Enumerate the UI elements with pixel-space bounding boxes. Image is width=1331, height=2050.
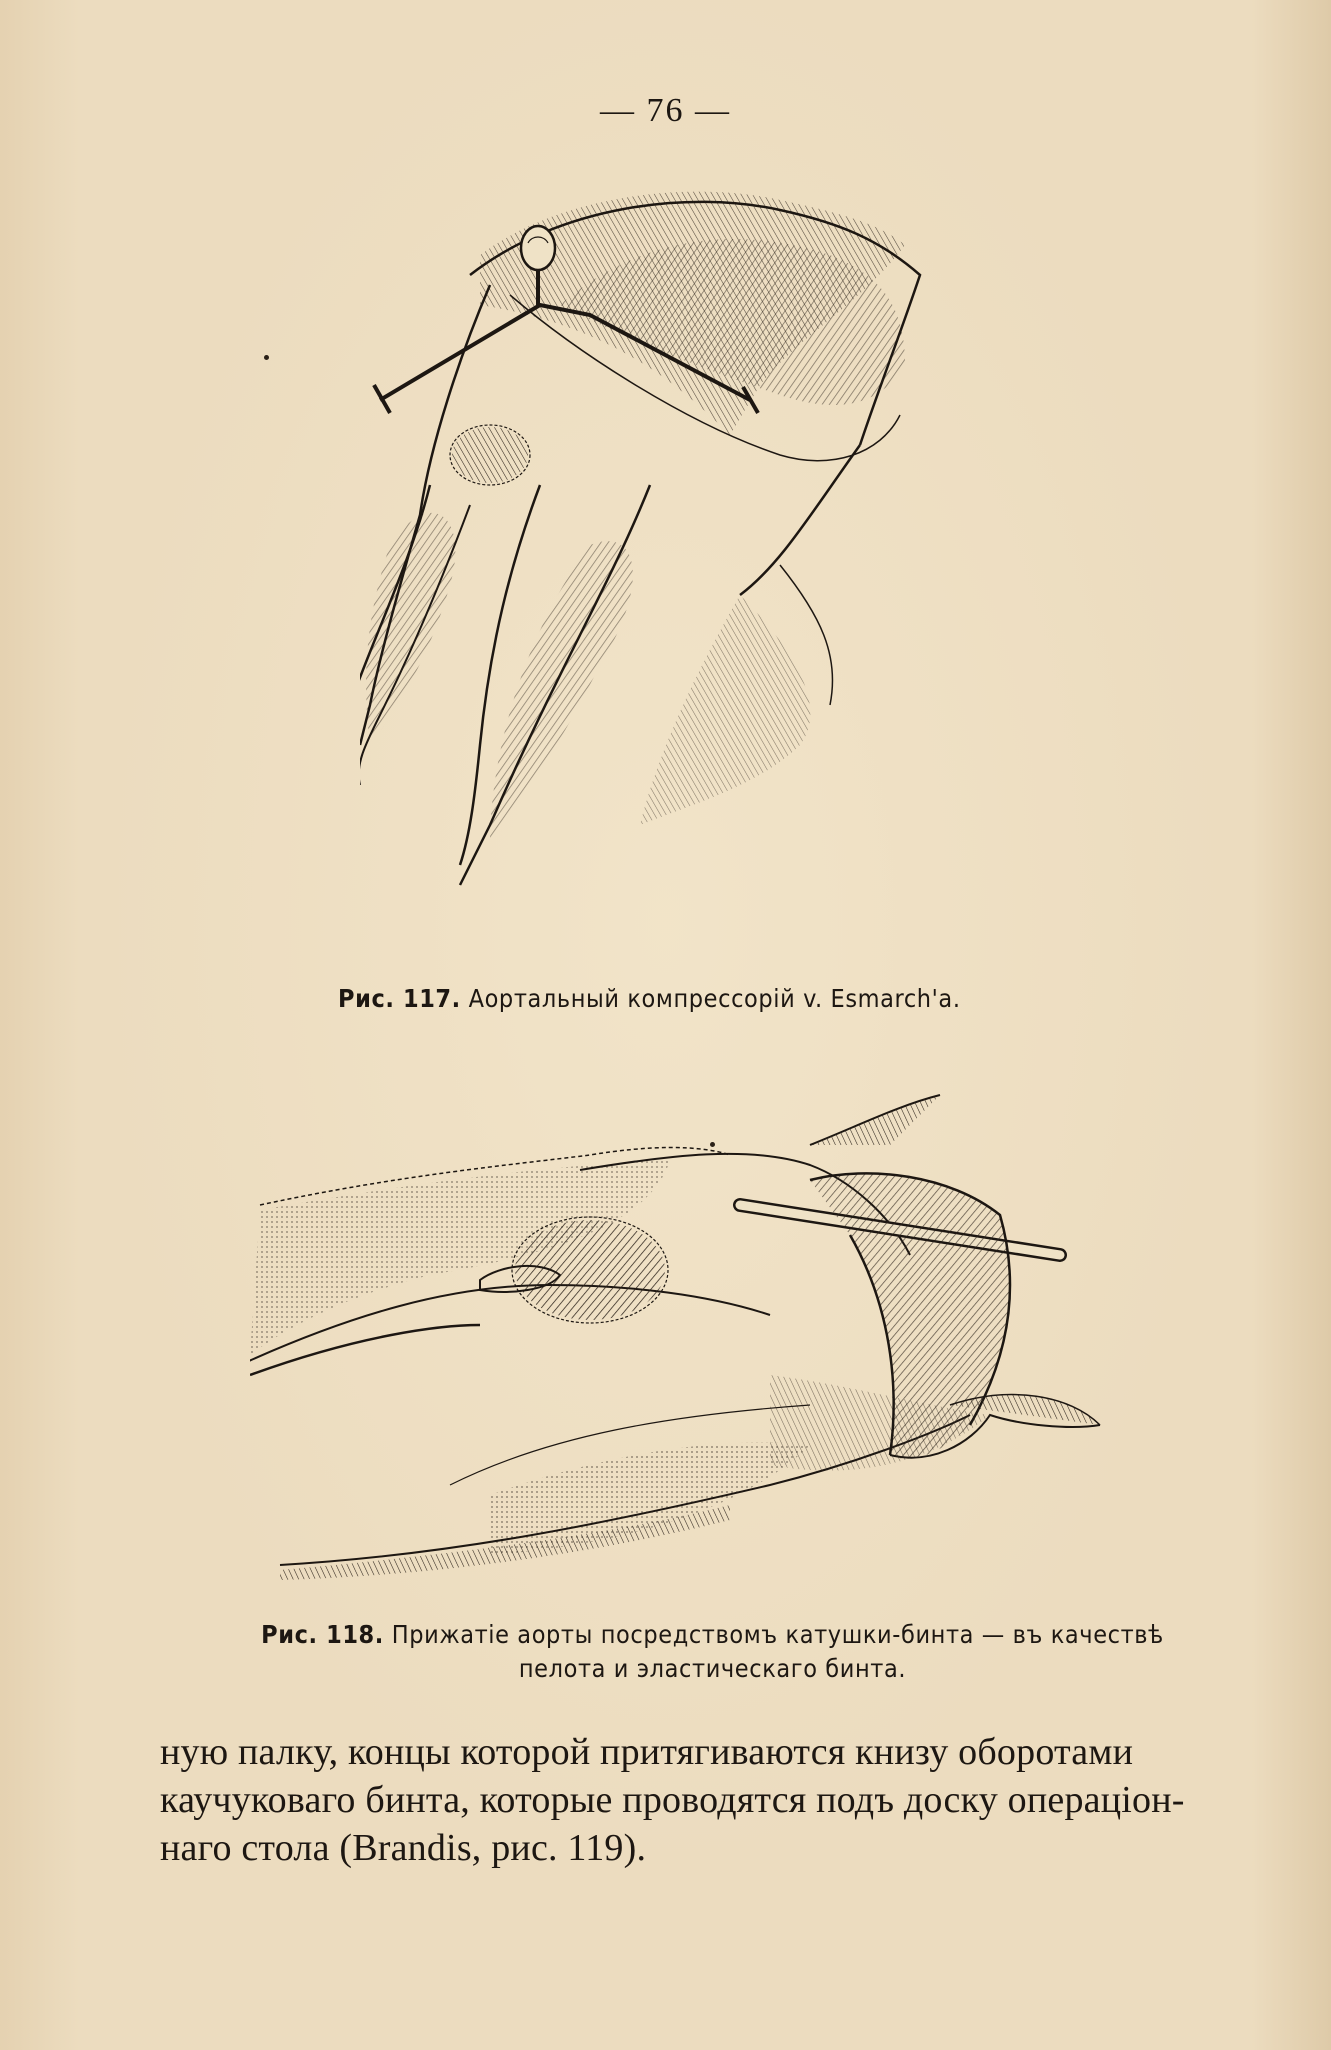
body-line-2: каучуковаго бинта, которые проводятся подъ доску операціон- [160, 1779, 1185, 1821]
body-line-1: ную палку, концы которой притягиваются книзу оборотами [160, 1731, 1134, 1773]
figure-117-caption-text: Аортальный компрессорій v. Esmarch'a. [468, 984, 961, 1013]
ink-speck [710, 1142, 715, 1147]
figure-118-caption-line2: пелота и эластическаго бинта. [518, 1654, 907, 1683]
page-number: — 76 — [600, 92, 731, 129]
figure-118-caption [160, 1618, 1265, 1686]
figure-118-caption-line1: Прижатіе аорты посредствомъ катушки-бинта — въ качествѣ [391, 1620, 1164, 1649]
figure-117-caption [338, 984, 961, 1013]
figure-117-label: Рис. 117. [338, 984, 461, 1013]
body-line-3: наго стола (Brandis, рис. 119). [160, 1827, 647, 1869]
body-paragraph [160, 1728, 1265, 1872]
ink-speck [264, 355, 269, 360]
figure-117-illustration [360, 185, 1080, 945]
figure-118-label: Рис. 118. [261, 1620, 384, 1649]
figure-118-illustration [250, 1085, 1190, 1590]
